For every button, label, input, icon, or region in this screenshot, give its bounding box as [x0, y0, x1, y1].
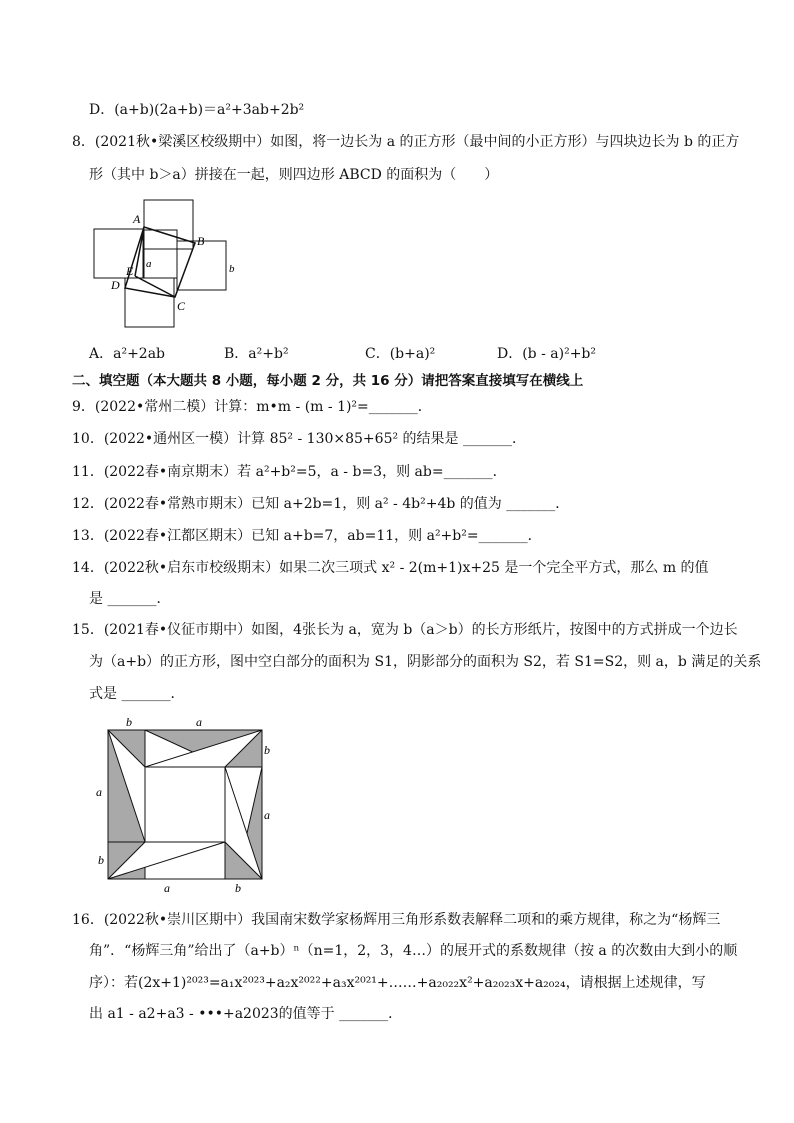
q15-label-a-bottom: a — [164, 881, 170, 894]
q15-label-a-right: a — [264, 808, 270, 822]
q15-label-a-left: a — [96, 785, 102, 799]
q16-line4: 出 a1 - a2+a3 - •••+a2023的值等于 _______． — [89, 1006, 403, 1022]
q8-label-c: C — [177, 299, 186, 313]
q15-line2: 为（a+b）的正方形，图中空白部分的面积为 S1，阴影部分的面积为 S2，若 S1=S2，则 a，b 满足的关系 — [89, 654, 762, 670]
q8-option-a: A．a²+2ab — [89, 346, 166, 362]
section-title-fill-in: 二、填空题（本大题共 8 小题，每小题 2 分，共 16 分）请把答案直接填写在横线上 — [72, 373, 584, 389]
q15-figure — [90, 712, 280, 894]
q8-label-e: E — [126, 264, 134, 278]
q8-square-bottom — [125, 278, 174, 327]
q8-option-d: D．(b - a)²+b² — [497, 346, 597, 362]
q10: 10．(2022•通州区一模）计算 85² - 130×85+65² 的结果是 _______． — [72, 431, 526, 447]
q15-label-b-bottom: b — [235, 881, 241, 894]
q15-line1: 15．(2021春•仪征市期中）如图，4张长为 a，宽为 b（a＞b）的长方形纸片，按图中的方式拼成一个边长 — [72, 622, 738, 638]
q8-stem-line2: 形（其中 b＞a）拼接在一起，则四边形 ABCD 的面积为（ ） — [89, 167, 499, 183]
q8-square-top — [144, 200, 193, 249]
q14-line2: 是 _______． — [89, 591, 171, 607]
q8-stem-line1: 8．(2021秋•梁溪区校级期中）如图，将一边长为 a 的正方形（最中间的小正方形）与四块边长为 b 的正方 — [72, 134, 740, 150]
q15-label-b-top: b — [126, 715, 132, 729]
q8-label-d: D — [111, 278, 120, 292]
q14-line1: 14．(2022秋•启东市校级期末）如果二次三项式 x² - 2(m+1)x+25 是一个完全平方式，那么 m 的值 — [72, 560, 709, 576]
q8-label-a: A — [133, 212, 141, 226]
q15-label-b-right: b — [264, 743, 270, 757]
q8-square-center — [144, 230, 177, 278]
q15-center-square — [145, 767, 225, 842]
q8-option-c: C．(b+a)² — [365, 346, 436, 362]
q12: 12．(2022春•常熟市期末）已知 a+2b=1，则 a² - 4b²+4b 的值为 _______． — [72, 496, 570, 512]
q16-line1: 16．(2022秋•崇川区期中）我国南宋数学家杨辉用三角形系数表解释二项和的乘方规律，称之为“杨辉三 — [72, 912, 721, 928]
q16-line2: 角”．“杨辉三角”给出了（a+b）ⁿ（n=1，2，3，4…）的展开式的系数规律（按 a 的次数由大到小的顺 — [89, 943, 738, 959]
q8-square-right — [177, 241, 226, 290]
q13: 13．(2022春•江都区期末）已知 a+b=7，ab=11，则 a²+b²=_______． — [72, 528, 542, 544]
q15-label-b-left: b — [98, 853, 104, 867]
q8-label-b: B — [197, 234, 205, 248]
q8-label-side-a: a — [146, 258, 152, 270]
q8-figure — [88, 196, 248, 331]
q15-label-a-top: a — [196, 715, 202, 729]
q8-label-side-b: b — [229, 263, 235, 275]
q15-line3: 式是 _______． — [89, 686, 185, 702]
q8-option-b: B．a²+b² — [224, 346, 289, 362]
q8-quadrilateral-abcd — [125, 227, 195, 297]
q9: 9．(2022•常州二模）计算：m•m - (m - 1)²=_______． — [72, 399, 432, 415]
q11: 11．(2022春•南京期末）若 a²+b²=5，a - b=3，则 ab=_______． — [72, 464, 507, 480]
q16-line3: 序）：若(2x+1)²⁰²³=a₁x²⁰²³+a₂x²⁰²²+a₃x²⁰²¹+……+a₂₀₂₂x²+a₂₀₂₃x+a₂₀₂₄，请根据上述规律，写 — [89, 975, 706, 991]
q7-option-d: D．(a+b)(2a+b)＝a²+3ab+2b² — [89, 102, 305, 118]
